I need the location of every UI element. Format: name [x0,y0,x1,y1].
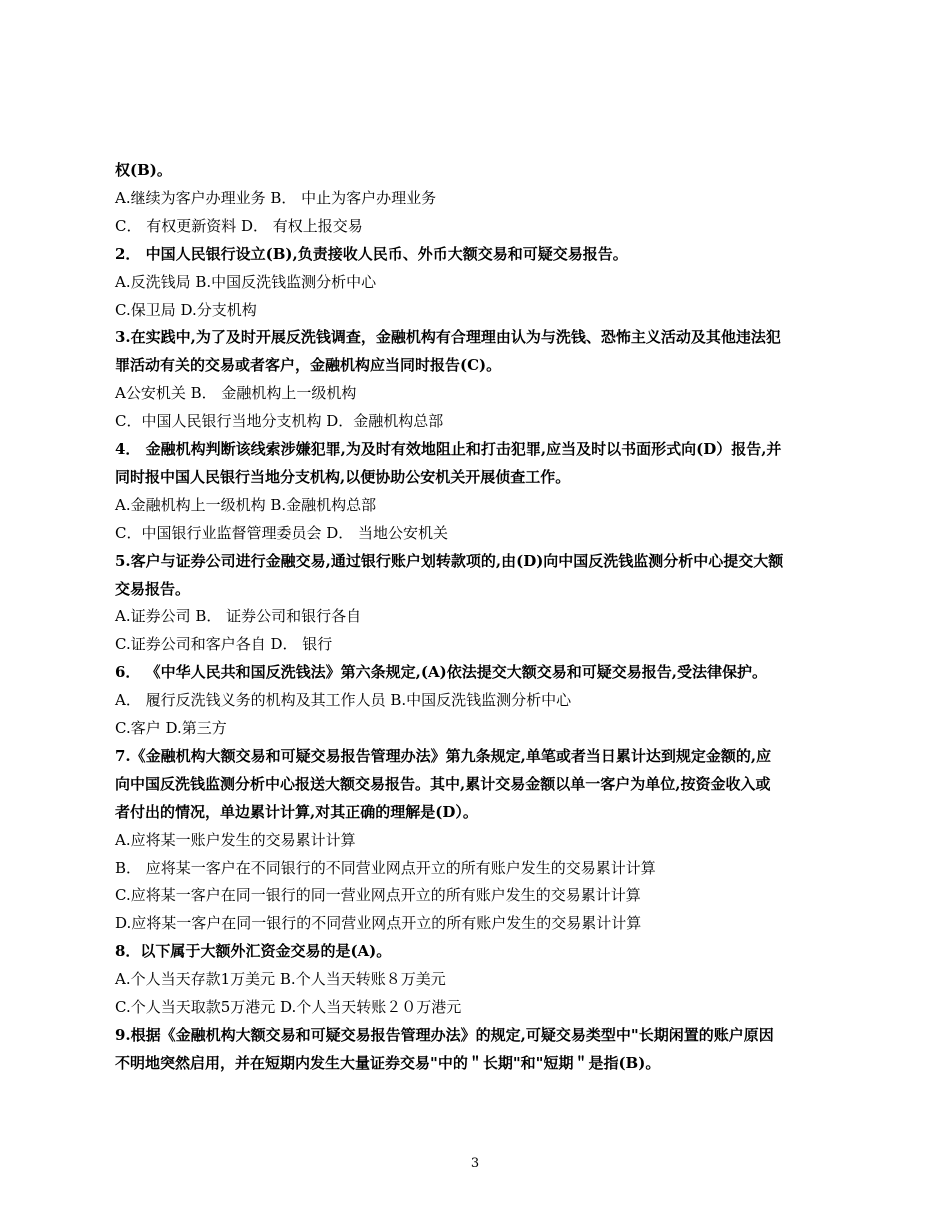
question-line: 不明地突然启用，并在短期内发生大量证券交易"中的＂长期"和"短期＂是指(B)。 [115,1053,661,1072]
question-line: 同时报中国人民银行当地分支机构,以便协助公安机关开展侦查工作。 [115,467,571,486]
question-line: 4． 金融机构判断该线索涉嫌犯罪,为及时有效地阻止和打击犯罪,应当及时以书面形式向(D）报告,并 [115,440,782,458]
question-line: 罪活动有关的交易或者客户，金融机构应当同时报告(C)。 [115,356,502,375]
option-line: A.应将某一账户发生的交易累计计算 [115,830,356,849]
question-line: 5.客户与证券公司进行金融交易,通过银行账户划转款项的,由(D)向中国反洗钱监测分析中心提交大额 [115,551,784,570]
question-line: 权(B)。 [115,161,172,179]
option-line: A.证券公司 B． 证券公司和银行各自 [115,607,362,626]
question-line: 7.《金融机构大额交易和可疑交易报告管理办法》第九条规定,单笔或者当日累计达到规定金额的,应 [115,746,772,765]
option-line: C． 有权更新资料 D． 有权上报交易 [115,216,363,235]
option-line: C．中国银行业监督管理委员会 D． 当地公安机关 [115,523,449,542]
option-line: C.客户 D.第三方 [115,719,227,737]
option-line: C.应将某一客户在同一银行的同一营业网点开立的所有账户发生的交易累计计算 [115,886,641,905]
question-line: 8．以下属于大额外汇资金交易的是(A)。 [115,942,392,961]
question-line: 向中国反洗钱监测分析中心报送大额交易报告。其中,累计交易金额以单一客户为单位,按资金收入或 [115,774,771,793]
question-line: 6． 《中华人民共和国反洗钱法》第六条规定,(A)依法提交大额交易和可疑交易报告,受法律保护。 [115,663,767,682]
page-number: 3 [470,1156,480,1171]
option-line: C．中国人民银行当地分支机构 D．金融机构总部 [115,412,444,431]
option-line: A公安机关 B． 金融机构上一级机构 [115,384,357,403]
question-line: 9.根据《金融机构大额交易和可疑交易报告管理办法》的规定,可疑交易类型中"长期闲置的账户原因 [115,1025,774,1044]
question-line: 交易报告。 [115,579,191,598]
option-line: C.证券公司和客户各自 D． 银行 [115,635,333,654]
option-line: B． 应将某一客户在不同银行的不同营业网点开立的所有账户发生的交易累计计算 [115,858,656,877]
question-line: 者付出的情况，单边累计计算,对其正确的理解是(D）。 [115,802,478,821]
option-line: C.保卫局 D.分支机构 [115,300,257,319]
option-line: A.继续为客户办理业务 B． 中止为客户办理业务 [115,188,437,207]
question-line: 3.在实践中,为了及时开展反洗钱调查，金融机构有合理理由认为与洗钱、恐怖主义活动及其他违法犯 [115,328,781,347]
question-line: 2． 中国人民银行设立(B),负责接收人民币、外币大额交易和可疑交易报告。 [115,244,628,263]
option-line: D.应将某一客户在同一银行的不同营业网点开立的所有账户发生的交易累计计算 [115,914,642,933]
option-line: A． 履行反洗钱义务的机构及其工作人员 B.中国反洗钱监测分析中心 [115,691,572,710]
option-line: C.个人当天取款5万港元 D.个人当天转账２０万港元 [115,998,462,1016]
option-line: A.反洗钱局 B.中国反洗钱监测分析中心 [115,272,377,291]
option-line: A.金融机构上一级机构 B.金融机构总部 [115,495,377,514]
option-line: A.个人当天存款1万美元 B.个人当天转账８万美元 [115,970,446,989]
